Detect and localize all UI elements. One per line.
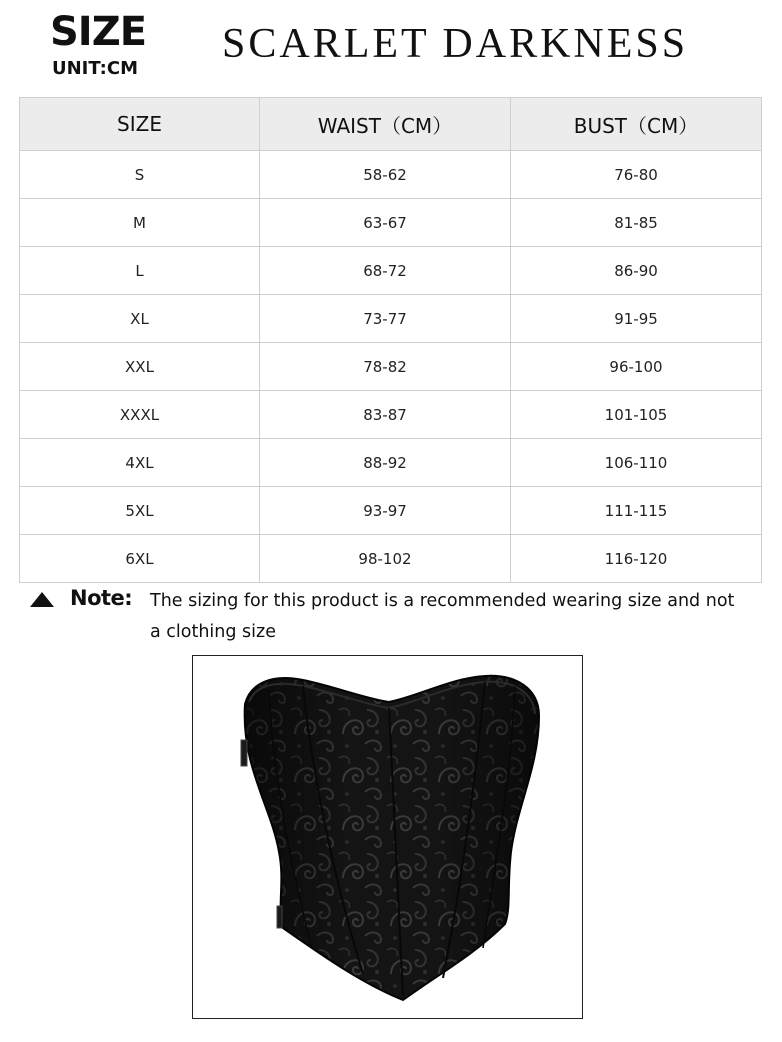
size-cell: S bbox=[20, 151, 260, 199]
black-jacquard-corset-image bbox=[193, 656, 582, 1018]
waist-cell: 78-82 bbox=[260, 343, 511, 391]
table-row bbox=[20, 535, 762, 583]
size-cell: 6XL bbox=[20, 535, 260, 583]
table-row bbox=[20, 151, 762, 199]
table-row bbox=[20, 391, 762, 439]
size-cell: L bbox=[20, 247, 260, 295]
brand-name: SCARLET DARKNESS bbox=[222, 21, 689, 67]
table-row bbox=[20, 487, 762, 535]
size-cell: 5XL bbox=[20, 487, 260, 535]
waist-cell: 98-102 bbox=[260, 535, 511, 583]
bust-cell: 91-95 bbox=[511, 295, 762, 343]
size-cell: XXXL bbox=[20, 391, 260, 439]
header bbox=[0, 0, 782, 95]
waist-cell: 68-72 bbox=[260, 247, 511, 295]
bust-cell: 116-120 bbox=[511, 535, 762, 583]
waist-cell: 93-97 bbox=[260, 487, 511, 535]
bust-cell: 101-105 bbox=[511, 391, 762, 439]
bust-cell: 111-115 bbox=[511, 487, 762, 535]
table-row bbox=[20, 295, 762, 343]
product-photo bbox=[192, 655, 583, 1019]
table-row bbox=[20, 247, 762, 295]
sizing-note bbox=[30, 584, 750, 654]
waist-cell: 63-67 bbox=[260, 199, 511, 247]
table-row bbox=[20, 199, 762, 247]
size-chart-table bbox=[19, 97, 762, 583]
note-text: The sizing for this product is a recommended wearing size and not a clothing size bbox=[150, 591, 735, 642]
size-cell: XL bbox=[20, 295, 260, 343]
bust-cell: 106-110 bbox=[511, 439, 762, 487]
waist-cell: 73-77 bbox=[260, 295, 511, 343]
size-cell: 4XL bbox=[20, 439, 260, 487]
waist-cell: 83-87 bbox=[260, 391, 511, 439]
bust-cell: 96-100 bbox=[511, 343, 762, 391]
waist-cell: 58-62 bbox=[260, 151, 511, 199]
size-cell: XXL bbox=[20, 343, 260, 391]
size-cell: M bbox=[20, 199, 260, 247]
bust-cell: 76-80 bbox=[511, 151, 762, 199]
note-label: Note: bbox=[70, 586, 133, 610]
bust-cell: 81-85 bbox=[511, 199, 762, 247]
waist-cell: 88-92 bbox=[260, 439, 511, 487]
bust-cell: 86-90 bbox=[511, 247, 762, 295]
table-row bbox=[20, 439, 762, 487]
unit-label: UNIT:CM bbox=[52, 58, 138, 79]
column-header-size: SIZE bbox=[20, 98, 260, 151]
triangle-up-icon bbox=[30, 592, 54, 607]
column-header-waist: WAIST（CM） bbox=[260, 98, 511, 151]
table-header-row bbox=[20, 98, 762, 151]
table-row bbox=[20, 343, 762, 391]
column-header-bust: BUST（CM） bbox=[511, 98, 762, 151]
size-title: SIZE bbox=[50, 9, 147, 55]
